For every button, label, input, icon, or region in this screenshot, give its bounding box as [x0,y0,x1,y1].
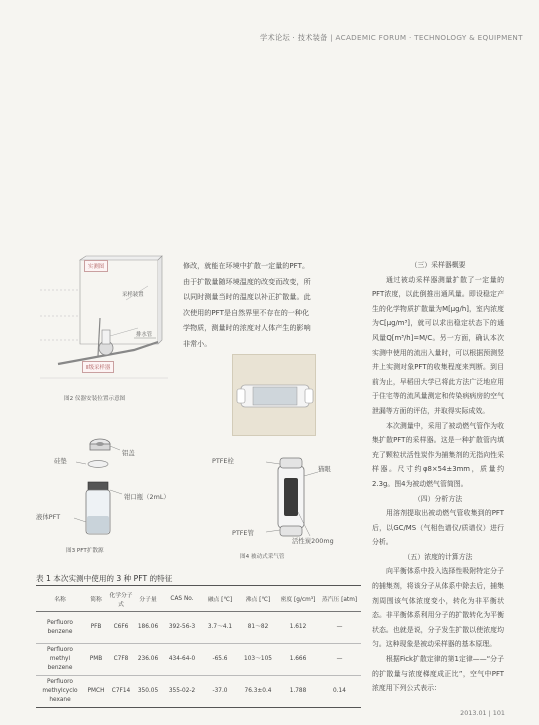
paragraph: 根据Fick扩散定律的第1定律——“分子的扩散量与浓度梯度成正比”，空气中PFT浓度用下列公式表示： [372,655,504,693]
header-cell: 沸点 [℃] [245,597,271,603]
table-cell: 434-64-0 [168,656,196,662]
section-3-heading: （三）采样器概要 [410,261,466,269]
tube-label: 采样装置 [122,292,144,298]
pipe-label: 排水管 [136,332,153,338]
pft-properties-table [36,585,361,708]
table-cell: PMB [89,656,103,662]
text-line: 由于扩散量随环境温度的改变而改变，所 [183,276,311,286]
table-row [36,612,361,644]
figure-2-caption: 图2 仪器安装位置示意图 [64,396,126,402]
table-cell: 1.788 [289,688,307,694]
header-cell: 分子量 [139,597,157,603]
pft-source-illustration [36,428,176,543]
table-header-row [36,586,361,612]
section-4-heading: （四）分析方法 [413,494,463,503]
header-cell: 融点 [℃] [207,597,233,603]
table-cell: 3.7～4.1 [207,624,233,630]
text-line: 非常小。 [183,338,212,348]
table-cell: Perfluoro benzene [47,619,73,635]
table-row [36,676,361,708]
sampler-box-label: Ⅱ级采样器 [82,361,114,373]
table-cell: — [336,624,343,630]
table-cell: -65.6 [212,656,228,662]
table-cell: 103～105 [244,656,272,662]
table-cell: C7F8 [113,656,129,662]
table-cell: PMCH [87,688,105,694]
journal-header [260,33,530,43]
bottle-label: 钳口瓶（2mL） [124,493,170,501]
table-cell: 392-56-3 [168,624,196,630]
table-cell: Perfluoro methyl benzene [47,647,73,671]
header-cell: 名称 [54,597,66,603]
table-cell: 236.06 [137,656,159,662]
page-footer: 2013.01 | 101 [460,709,505,717]
header-en: | ACADEMIC FORUM · TECHNOLOGY & EQUIPMENT [330,33,523,42]
section-5-heading: （五）浓度的计算方法 [403,552,473,561]
header-cell: 密度 [g/cm³] [280,597,316,603]
cap-label: 猫眼 [318,465,331,473]
sampler-photo-image [233,355,317,437]
text-line: 修改，就能在环境中扩散一定量的PFT。 [183,261,310,270]
header-cell: 化学分子式 [109,592,133,608]
header-cell: 简称 [90,597,102,603]
table-cell: — [336,656,343,662]
table-cell: Perfluoro methylcyclo hexane [42,679,78,703]
figure-3 [36,428,176,558]
table-cell: C7F14 [111,688,131,694]
figure-4 [206,452,356,562]
table-cell: 1.612 [289,624,307,630]
paragraph: 通过被动采样器测量扩散了一定量的PFT浓度，以此倒推出通风量。即设稳定产生的化学物质扩散量为M[μg/h]，室内浓度为C[μg/m³]，就可以求出稳定状态下的通风量Q[m³/h]=M/C。另一方面，确认本次实测中使用的流出入量时，可以根据预测竖井上实测对象PFT的收集程度来判断。到目前为止，早稻田大学已将此方法广泛地应用于住宅等的流风量测定和传染病病房的空气泄漏等方面的评估，并取得实际成效。 [372,275,504,415]
table-cell: -37.0 [212,688,228,694]
paragraph: 向平衡体系中投入选择性吸附特定分子的捕集剂，将该分子从体系中除去后，捕集剂周围该气体浓度变小，转化为非平衡状态。非平衡体系利用分子的扩散转化为平衡状态。也就是说，分子发生扩散以使浓度均匀。这种现象是被动采样器的基本原理。 [372,567,504,649]
text-line: 学物质，测量时的浓度对人体产生的影响 [183,323,311,333]
table-cell: 76.3±0.4 [244,688,272,694]
table-cell: 355-02-2 [168,688,196,694]
table-1-title: 表 1 本次实测中使用的 3 种 PFT 的特征 [36,574,173,583]
header-cell: 蒸汽压 [atm] [321,597,358,603]
figure-4-caption: 图4 被动式采气管 [240,554,285,560]
seal-label: 硅垫 [54,457,67,465]
table-cell: 81～82 [247,624,269,630]
ptfe-pipe-label: PTFE管 [232,529,254,537]
figure-3-caption: 图3 PFT扩散源 [66,548,104,554]
figure-2 [38,246,168,406]
sampler-photo [232,354,316,436]
table-cell: 350.05 [137,688,159,694]
table-cell: C6F6 [113,624,129,630]
table-cell: 186.06 [137,624,159,630]
cap-label: 铝盖 [122,449,135,457]
ptfe-plug-label: PTFE栓 [212,457,234,465]
paragraph: 用溶剂提取出被动燃气管收集到的PFT后，以GC/MS（气相色谱仪/质谱仪）进行分析。 [372,509,504,547]
text-line: 以同时测量当时的温度以补正扩散量。此 [183,292,311,302]
header-zh: 学术论坛 · 技术装备 [260,33,328,42]
paragraph: 本次测量中，采用了被动燃气管作为收集扩散PFT的采样器。这是一种扩散管内填充了颗粒状活性炭作为捕集剂的无指向性采样器。尺寸约φ8×54±3mm，质量约2.3g。图4为被动燃气管简图。 [372,421,504,488]
text-line: 次使用的PFT是自然界里不存在的一种化 [183,307,310,317]
table-cell: PFB [90,624,102,630]
header-cell: CAS No. [170,595,194,602]
table-cell: 1.666 [289,656,307,662]
middle-column-text [183,258,353,352]
carbon-label: 活性炭200mg [292,537,334,545]
table-row [36,644,361,676]
table-cell: 0.14 [333,688,346,694]
wall-label: 实测图 [84,260,108,272]
liquid-label: 液体PFT [36,513,61,521]
right-column-text [372,258,504,696]
